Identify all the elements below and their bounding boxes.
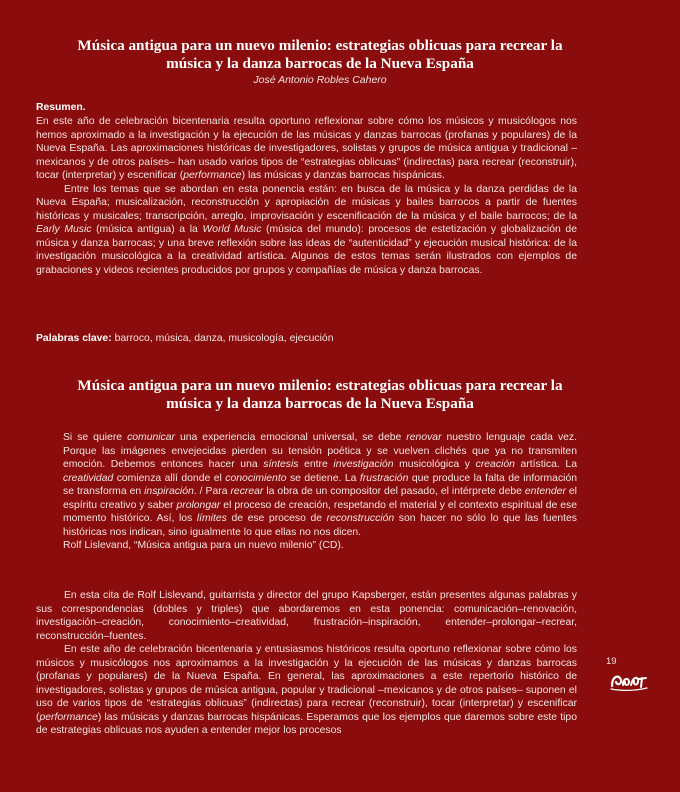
- body-paragraph-2: [36, 643, 577, 738]
- epigraph-i2: renovar: [406, 432, 442, 443]
- keywords-line: [36, 333, 577, 344]
- epigraph-i11: entender: [524, 486, 566, 497]
- abstract-p2-text-c: (música del mundo): procesos de estetización y globalización de música y danza barrocas; y una breve reflexión sobre las ideas de “autenticidad” y ejecución musical histórica: de la investigación musicológica a la creatividad artística. Algunos de estos temas serán ilustrados con ejemplos de grabaciones y videos recientes producidos por grupos y compañías de música y danza barrocas.: [36, 224, 577, 276]
- epigraph-t5: musicológica y: [393, 459, 476, 470]
- abstract-p2-text-b: (música antigua) a la: [91, 224, 203, 235]
- epigraph-t3: nuestro lenguaje cada vez. Porque las imágenes envejecidas pierden su tensión poética y se vuelven clichés que ya no transmiten emoción. Debemos entonces hacer una: [63, 432, 578, 470]
- abstract-body: [36, 115, 577, 277]
- abstract-paragraph-1: [36, 115, 577, 183]
- epigraph-t11: la obra de un compositor del pasado, el intérprete debe: [263, 486, 525, 497]
- epigraph-i7: conocimiento: [225, 472, 287, 484]
- epigraph-t9: que produce la falta de información se transforma en: [63, 472, 578, 497]
- epigraph-i8: frustración: [359, 472, 409, 484]
- epigraph-t6: artística. La: [514, 459, 577, 470]
- keywords-value: barroco, música, danza, musicología, ejecución: [111, 333, 334, 344]
- epigraph-i14: reconstrucción: [326, 513, 395, 524]
- document-title: [40, 37, 600, 73]
- title-line-2: música y la danza barrocas de la Nueva España: [166, 55, 474, 72]
- epigraph-i12: prolongar: [176, 499, 221, 511]
- abstract-p1-italic: performance: [183, 170, 242, 181]
- abstract-p2-text-a: Entre los temas que se abordan en esta ponencia están: en busca de la música y la danza perdidas de la Nueva España; musicalización, reconstrucción y apropiación de músicas y bailes barrocos a partir de fuentes históricas y musicales; transcripción, arreglo, improvisación y escenificación de la música y el baile barrocos; de la: [36, 183, 577, 222]
- epigraph-t12: el espíritu creativo y saber: [63, 486, 577, 511]
- abstract-p1-end: ) las músicas y danzas barrocas hispánicas.: [241, 170, 445, 181]
- epigraph-i6: creatividad: [63, 472, 114, 484]
- keywords-label: Palabras clave:: [36, 333, 112, 344]
- epigraph-attribution: Rolf Lislevand, “Música antigua para un nuevo milenio” (CD).: [63, 540, 344, 551]
- epigraph-quote: [63, 431, 577, 553]
- epigraph-t8: se detiene. La: [286, 472, 360, 484]
- section-title: [40, 377, 600, 413]
- epigraph-text: [63, 431, 577, 539]
- abstract-p2-world-music: World Music: [202, 224, 262, 235]
- abstract-paragraph-2: [36, 183, 577, 278]
- section-title-line-1: Música antigua para un nuevo milenio: estrategias oblicuas para recrear la: [77, 377, 563, 394]
- epigraph-i9: inspiración: [144, 486, 194, 497]
- main-body: [36, 589, 577, 738]
- ornamental-logo-icon: [609, 670, 649, 692]
- epigraph-t13: el proceso de creación, respetando el material y el contexto espiritual de ese momento histórico. Así, los: [63, 499, 577, 524]
- body-paragraph-1: En esta cita de Rolf Lislevand, guitarrista y director del grupo Kapsberger, están presentes algunas palabras y sus correspondencias (dobles y triples) que abordaremos en esta ponencia: comunicación–renovación, investigación–creación, conocimiento–creatividad, frustración–inspiración, entender–prolongar–recrear, reconstrucción–fuentes.: [36, 590, 577, 642]
- epigraph-t10: . / Para: [193, 486, 231, 497]
- epigraph-i1: comunicar: [127, 432, 175, 443]
- title-line-1: Música antigua para un nuevo milenio: estrategias oblicuas para recrear la: [77, 37, 563, 54]
- epigraph-i10: recrear: [230, 486, 264, 497]
- epigraph-t7: comienza allí donde el: [113, 472, 226, 484]
- author-name: José Antonio Robles Cahero: [253, 74, 387, 86]
- epigraph-t4: entre: [298, 459, 334, 470]
- epigraph-i13: límites: [196, 513, 227, 524]
- abstract-heading: Resumen.: [36, 102, 86, 113]
- abstract-p1-text: En este año de celebración bicentenaria resulta oportuno reflexionar sobre cómo los músicos y musicólogos nos hemos aproximado a la investigación y la ejecución de las músicas y danzas barrocas (profanas y populares) de la Nueva España. Las aproximaciones históricas de investigadores, solistas y grupos de música antigua y tradicional –mexicanos y de otros países– han usado varios tipos de “estrategias oblicuas” (indirectas) para recrear (reconstruir), tocar (interpretar) y escenificar (: [36, 116, 577, 181]
- epigraph-t15: son hacer no sólo lo que las fuentes históricas nos indican, sino igualmente lo que ellas no nos dicen.: [63, 513, 577, 538]
- epigraph-t1: Si se quiere: [63, 432, 128, 443]
- page-number: 19: [606, 656, 617, 667]
- epigraph-t14: de ese proceso de: [226, 513, 327, 524]
- epigraph-t2: una experiencia emocional universal, se debe: [175, 432, 407, 443]
- epigraph-i3: síntesis: [263, 459, 299, 470]
- epigraph-i4: investigación: [333, 459, 394, 470]
- body-p2-text-a: En este año de celebración bicentenaria y entusiasmos históricos resulta oportuno reflexionar sobre cómo los músicos y musicólogos nos aproximamos a la investigación y la ejecución de las músicas y danzas barrocas (profanas y populares) de la Nueva España. En general, las aproximaciones a este repertorio histórico de investigadores, solistas y grupos de música antigua, popular y tradicional –mexicanos y de otros países– suponen el uso de varios tipos de “estrategias oblicuas” (indirectas) para recrear (reconstruir), tocar (interpretar) y escenificar (: [36, 644, 577, 723]
- body-p2-text-b: ) las músicas y danzas barrocas hispánicas. Esperamos que los ejemplos que daremos sobre este tipo de estrategias oblicuas nos ayuden a entender mejor los procesos: [36, 711, 577, 736]
- body-p2-italic: performance: [39, 711, 98, 723]
- epigraph-i5: creación: [475, 459, 515, 470]
- section-title-line-2: música y la danza barrocas de la Nueva España: [166, 395, 474, 412]
- abstract-p2-early-music: Early Music: [36, 224, 92, 235]
